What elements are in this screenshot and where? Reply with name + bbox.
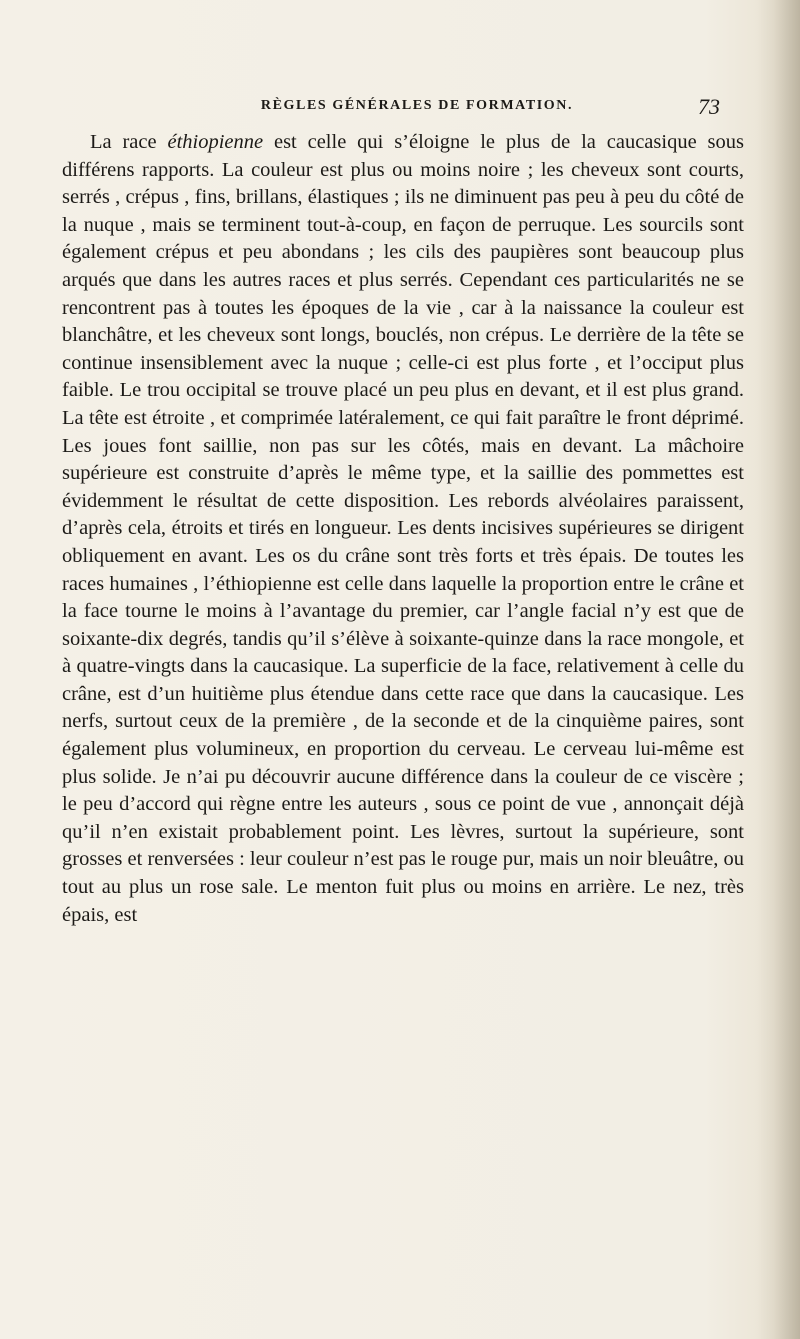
italic-term: éthiopienne [167,131,264,153]
paragraph-text: est celle qui s’éloigne le plus de la caucasique sous différens rapports. La couleur est plus ou moins noire ; les cheveux sont courts, serrés , crépus , fins, brillans, élastiques ; ils ne diminuent pas peu à peu du côté de la nuque , mais se terminent tout-à-coup, en façon de perruque. Les sourcils sont également crépus et peu abondans ; les cils des paupières sont beaucoup plus arqués que dans les autres races et plus serrés. Cependant ces particularités ne se rencontrent pas à toutes les époques de la vie , car à la naissance la couleur est blanchâtre, et les cheveux sont longs, bouclés, non crépus. Le derrière de la tête se continue insensiblement avec la nuque ; celle-ci est plus forte , et l’occiput plus faible. Le trou occipital se trouve placé un peu plus en devant, et il est plus grand. La tête est étroite , et comprimée latéralement, ce qui fait paraître le front déprimé. Les joues font saillie, non pas sur les côtés, mais en devant. La mâchoire supérieure est construite d’après le même type, et la saillie des pommettes est évidemment le résultat de cette disposition. Les rebords alvéolaires paraissent, d’après cela, étroits et tirés en longueur. Les dents incisives supérieures se dirigent obliquement en avant. Les os du crâne sont très forts et très épais. De toutes les races humaines , l’éthiopienne est celle dans laquelle la proportion entre le crâne et la face tourne le moins à l’avantage du premier, car l’angle facial n’y est que de soixante-dix degrés, tandis qu’il s’élève à soixante-quinze dans la race mongole, et à quatre-vingts dans la caucasique. La superficie de la face, relativement à celle du crâne, est d’un huitième plus étendue dans cette race que dans la caucasique. Les nerfs, surtout ceux de la première , de la seconde et de la cinquième paires, sont également plus volumineux, en proportion du cerveau. Le cerveau lui-même est plus solide. Je n’ai pu découvrir aucune différence dans la couleur de ce viscère ; le peu d’accord qui règne entre les auteurs , sous ce point de vue , annonçait déjà qu’il n’en existait probablement point. Les lèvres, surtout la supérieure, sont grosses et renversées : leur couleur n’est pas le rouge pur, mais un noir bleuâtre, ou tout au plus un rose sale. Le menton fuit plus ou moins en arrière. Le nez, très épais, est [62,131,744,926]
page-number: 73 [698,94,720,119]
spine-shadow [756,0,800,1339]
paragraph [62,129,744,929]
body-text [62,129,744,929]
running-title: RÈGLES GÉNÉRALES DE FORMATION. [260,98,574,113]
paragraph-lead: La race [90,131,168,153]
page-header [140,94,720,124]
